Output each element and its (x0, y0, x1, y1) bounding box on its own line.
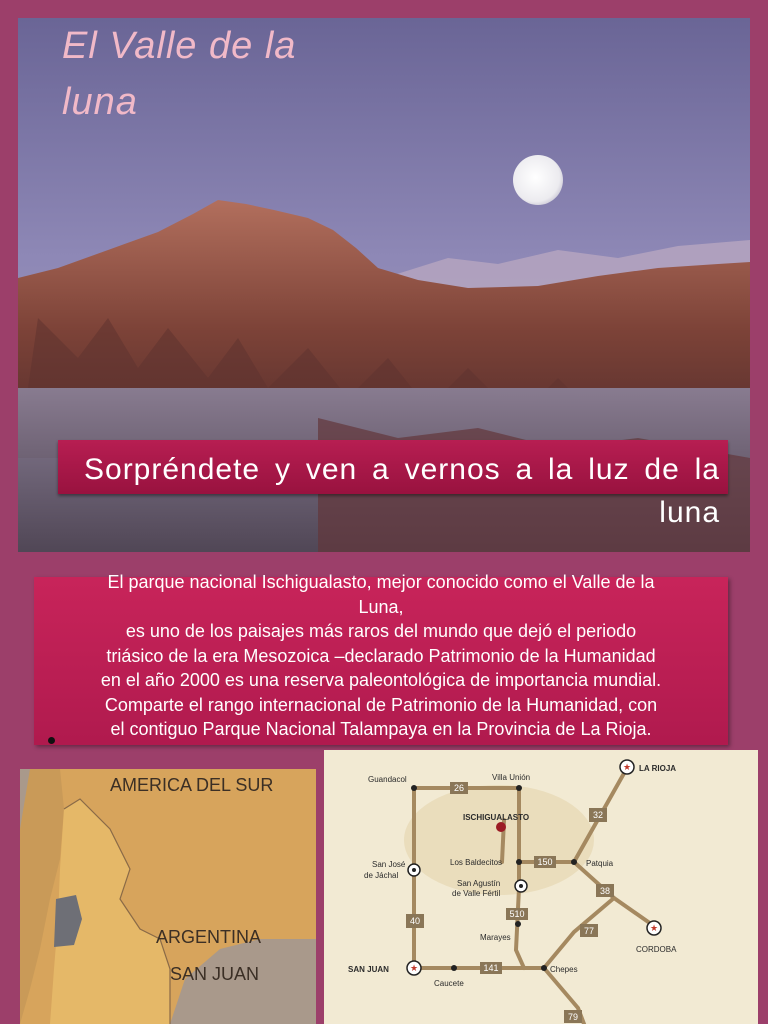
place-marayes: Marayes (480, 933, 511, 942)
map-label-continent: AMERICA DEL SUR (110, 775, 274, 795)
description-line: El parque nacional Ischigualasto, mejor conocido como el Valle de la (107, 572, 655, 592)
title-line-1: El Valle de la (62, 25, 297, 67)
svg-text:★: ★ (622, 762, 632, 772)
route-shield-79: 79 (567, 1012, 579, 1022)
ischigualasto-marker (496, 822, 506, 832)
place-ischigualasto: ISCHIGUALASTO (463, 813, 530, 822)
description-line: el contiguo Parque Nacional Talampaya en la Provincia de La Rioja. (110, 719, 652, 739)
place-san-jose-line2: de Jáchal (364, 871, 399, 880)
route-shield-26: 26 (453, 783, 465, 793)
road-map-graphic (324, 750, 758, 1024)
map-label-country: ARGENTINA (156, 927, 262, 947)
place-los-baldecitos: Los Baldecitos (450, 858, 503, 867)
page-title (62, 18, 296, 130)
description-text (34, 570, 728, 742)
route-shield-150: 150 (537, 857, 553, 867)
description-line: triásico de la era Mesozoica –declarado Patrimonio de la Humanidad (106, 645, 656, 666)
route-shield-77: 77 (583, 926, 595, 936)
place-patquia: Patquia (586, 859, 614, 868)
route-shield-40: 40 (409, 916, 421, 926)
place-guandacol: Guandacol (368, 775, 407, 784)
moon (513, 155, 563, 205)
route-shield-38: 38 (599, 886, 611, 896)
place-san-jose-line1: San José (372, 860, 406, 869)
svg-text:★: ★ (409, 963, 419, 973)
place-cordoba: CORDOBA (636, 945, 677, 954)
place-villa-union: Villa Unión (492, 773, 531, 782)
route-shield-510: 510 (509, 909, 525, 919)
place-san-agustin-line2: de Valle Fértil (452, 889, 501, 898)
svg-text:★: ★ (649, 923, 659, 933)
locator-map (20, 769, 316, 1024)
place-la-rioja: LA RIOJA (639, 764, 677, 773)
place-san-juan: SAN JUAN (348, 965, 389, 974)
place-chepes: Chepes (550, 965, 578, 974)
road-map (324, 750, 758, 1024)
tagline-text: Sorpréndete y ven a vernos a la luz de la luna (84, 453, 720, 529)
map-label-province: SAN JUAN (170, 964, 260, 984)
description-line: en el año 2000 es una reserva paleontológica de importancia mundial. (100, 670, 662, 690)
place-caucete: Caucete (434, 979, 464, 988)
south-america-map (20, 769, 316, 1024)
description-line: es uno de los paisajes más raros del mundo que dejó el periodo (125, 621, 637, 641)
description-line: Luna, (358, 596, 404, 617)
place-san-agustin-line1: San Agustín (457, 879, 501, 888)
route-shield-32: 32 (592, 810, 604, 820)
description-line: Comparte el rango internacional de Patrimonio de la Humanidad, con (104, 694, 658, 715)
title-line-2: luna (62, 81, 138, 123)
route-shield-141: 141 (483, 963, 499, 973)
bullet-dot (48, 737, 55, 744)
